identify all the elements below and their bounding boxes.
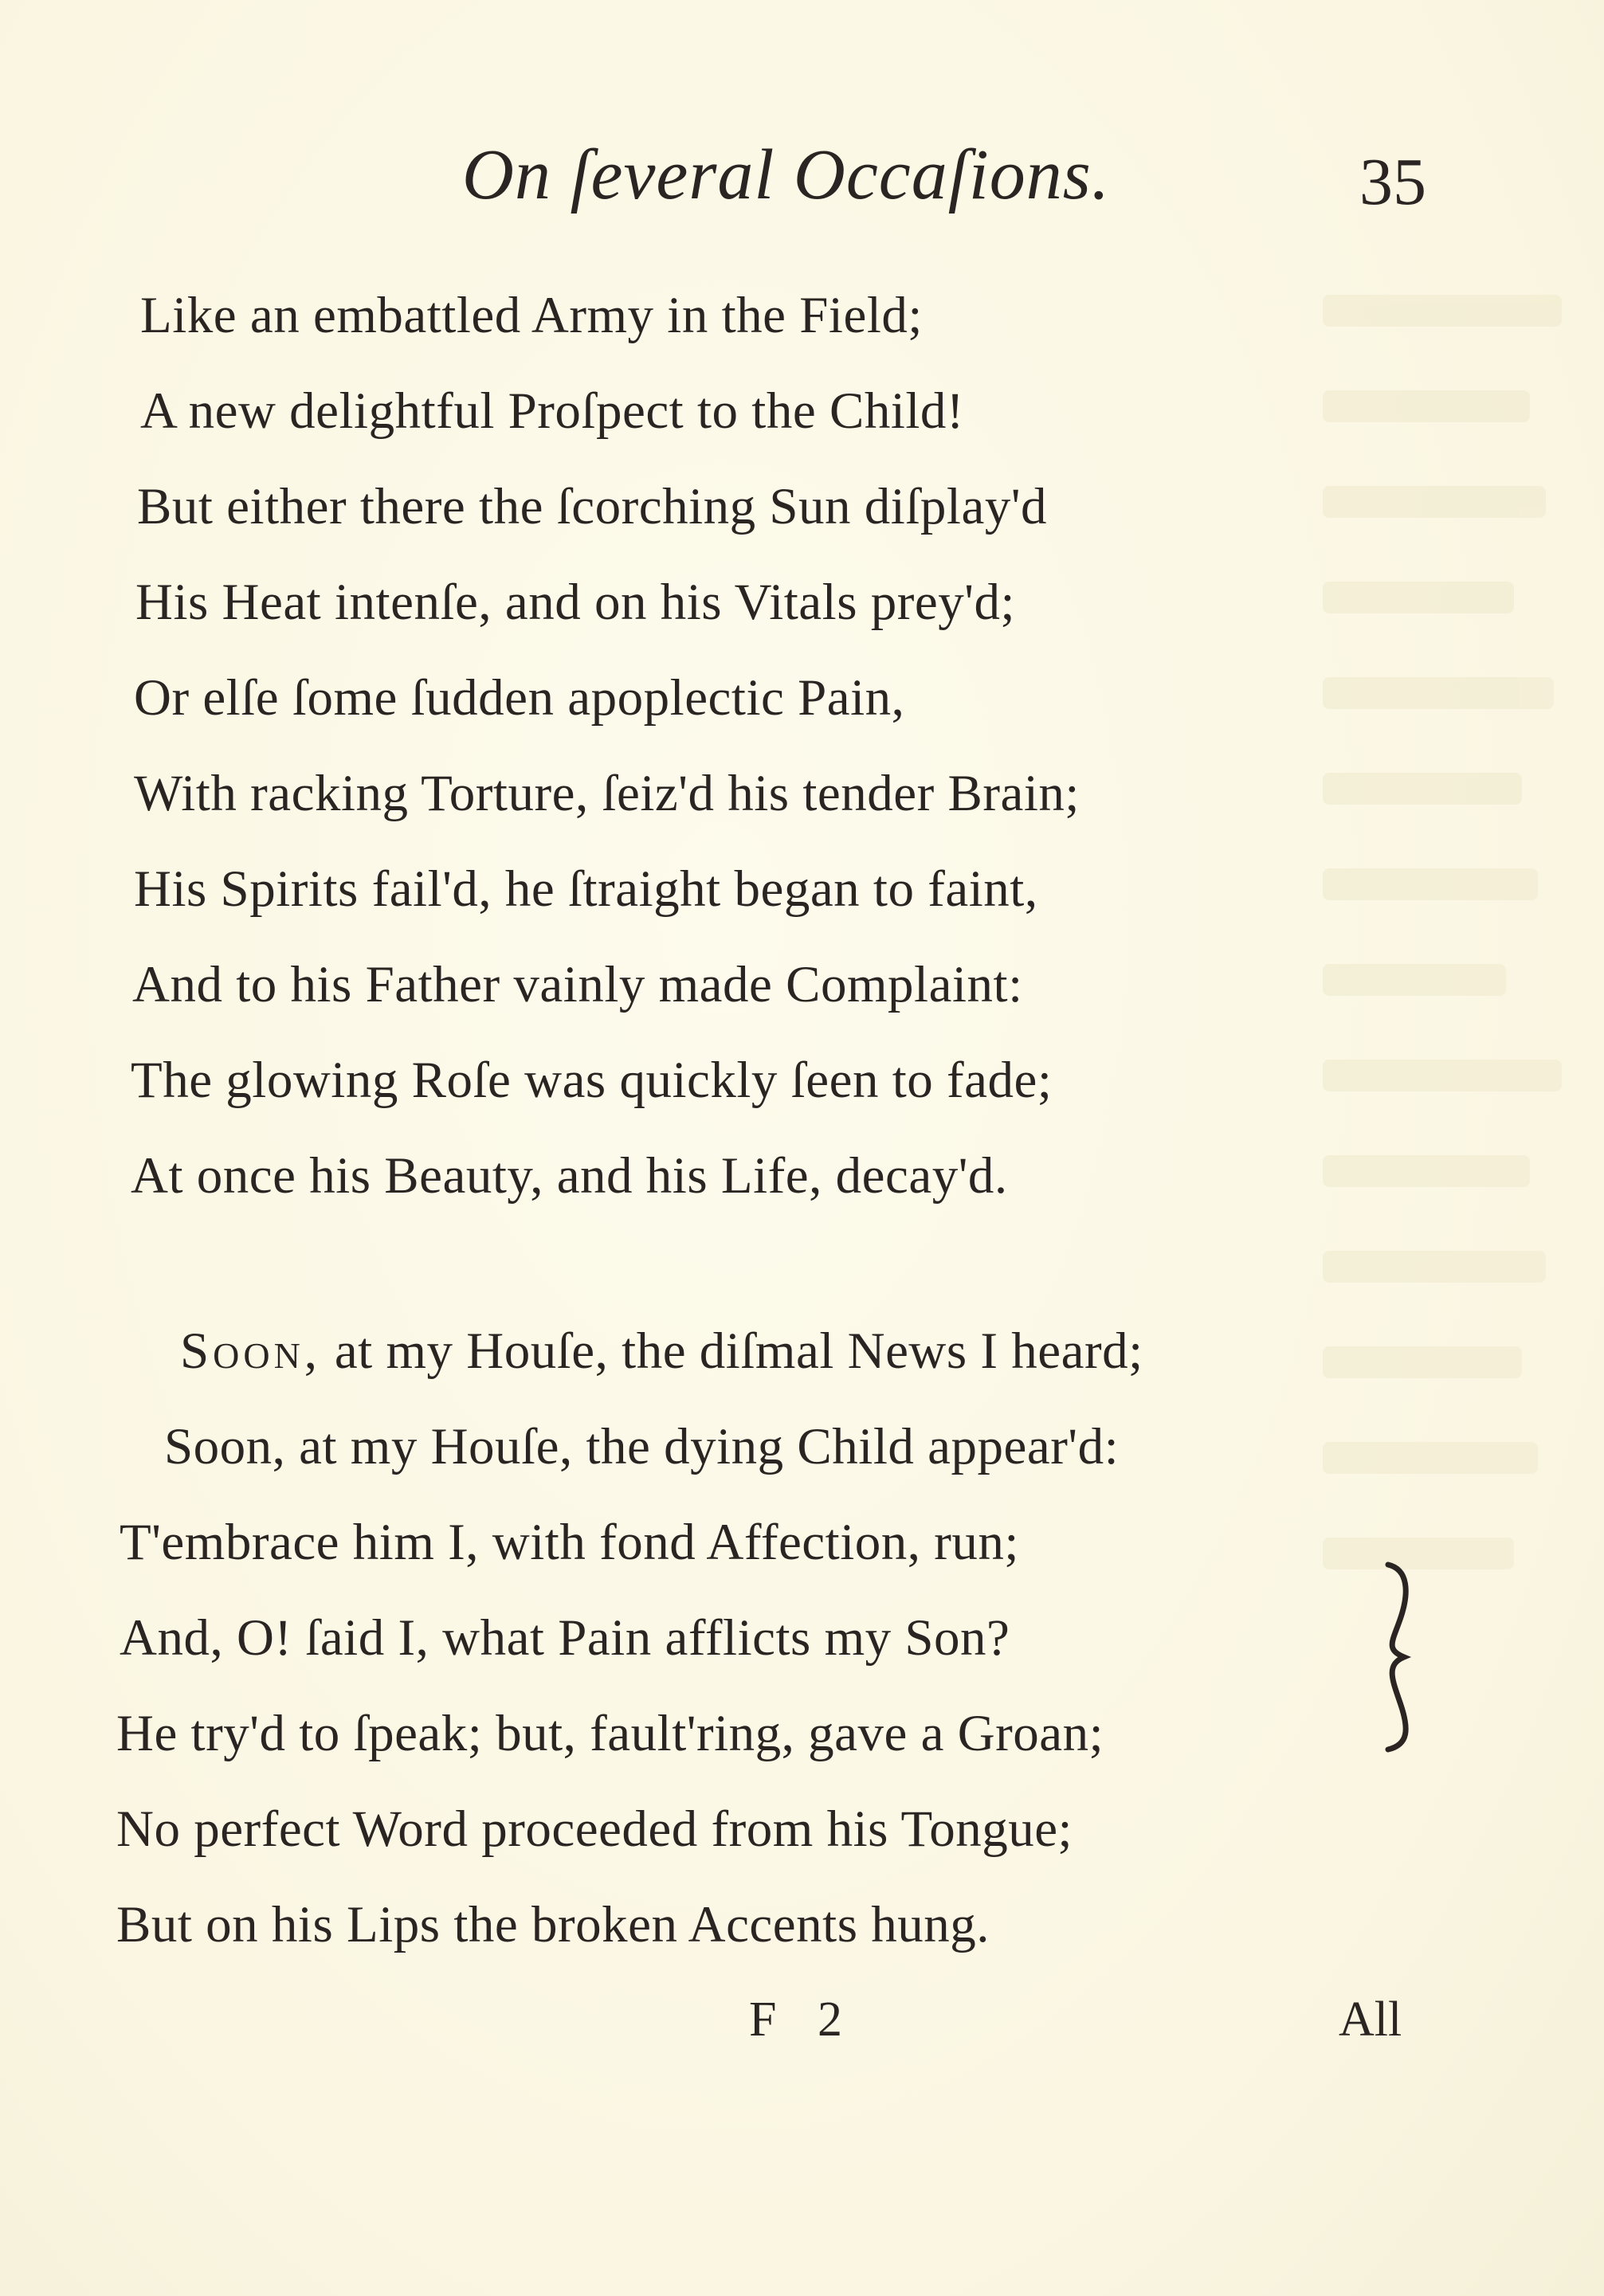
verse-line: And to his Father vainly made Complaint: (132, 956, 1023, 1013)
triplet-brace (1377, 1561, 1425, 1753)
stanza-opening-word: Soon, (180, 1322, 322, 1380)
verse-line: Or elſe ſome ſudden apoplectic Pain, (134, 669, 905, 727)
verse-line-first (180, 1319, 1143, 1383)
verse-line: No perfect Word proceeded from his Tongue; (116, 1800, 1073, 1858)
verse-line: But either there the ſcorching Sun diſplay'd (137, 478, 1048, 535)
signature-mark: F 2 (749, 1992, 857, 2047)
verse-line: Soon, at my Houſe, the dying Child appear'd: (164, 1418, 1120, 1475)
catchword: All (1339, 1992, 1402, 2047)
running-head (0, 134, 1604, 221)
verse-line: Like an embattled Army in the Field; (140, 287, 923, 344)
verse-line: His Spirits fail'd, he ſtraight began to faint, (134, 860, 1038, 918)
page-footer (0, 1992, 1604, 2063)
first-line-text: at my Houſe, the diſmal News I heard; (321, 1322, 1143, 1380)
verse-line: With racking Torture, ſeiz'd his tender Brain; (134, 765, 1080, 822)
verse-line: At once his Beauty, and his Life, decay'd. (131, 1147, 1008, 1205)
verse-line: The glowing Roſe was quickly ſeen to fade; (131, 1052, 1053, 1109)
running-title: On ſeveral Occaſions. (462, 135, 1111, 214)
verse-line: But on his Lips the broken Accents hung. (116, 1896, 990, 1953)
verse-line: A new delightful Proſpect to the Child! (140, 382, 965, 440)
page-number: 35 (1359, 145, 1426, 219)
verse-line: His Heat intenſe, and on his Vitals prey'd; (135, 574, 1016, 631)
verse-line: And, O! ſaid I, what Pain afflicts my Son? (120, 1609, 1010, 1667)
verse-line: T'embrace him I, with fond Affection, run; (120, 1514, 1019, 1571)
verse-line: He try'd to ſpeak; but, fault'ring, gave a Groan; (116, 1705, 1104, 1762)
show-through-texture (1291, 271, 1594, 1864)
